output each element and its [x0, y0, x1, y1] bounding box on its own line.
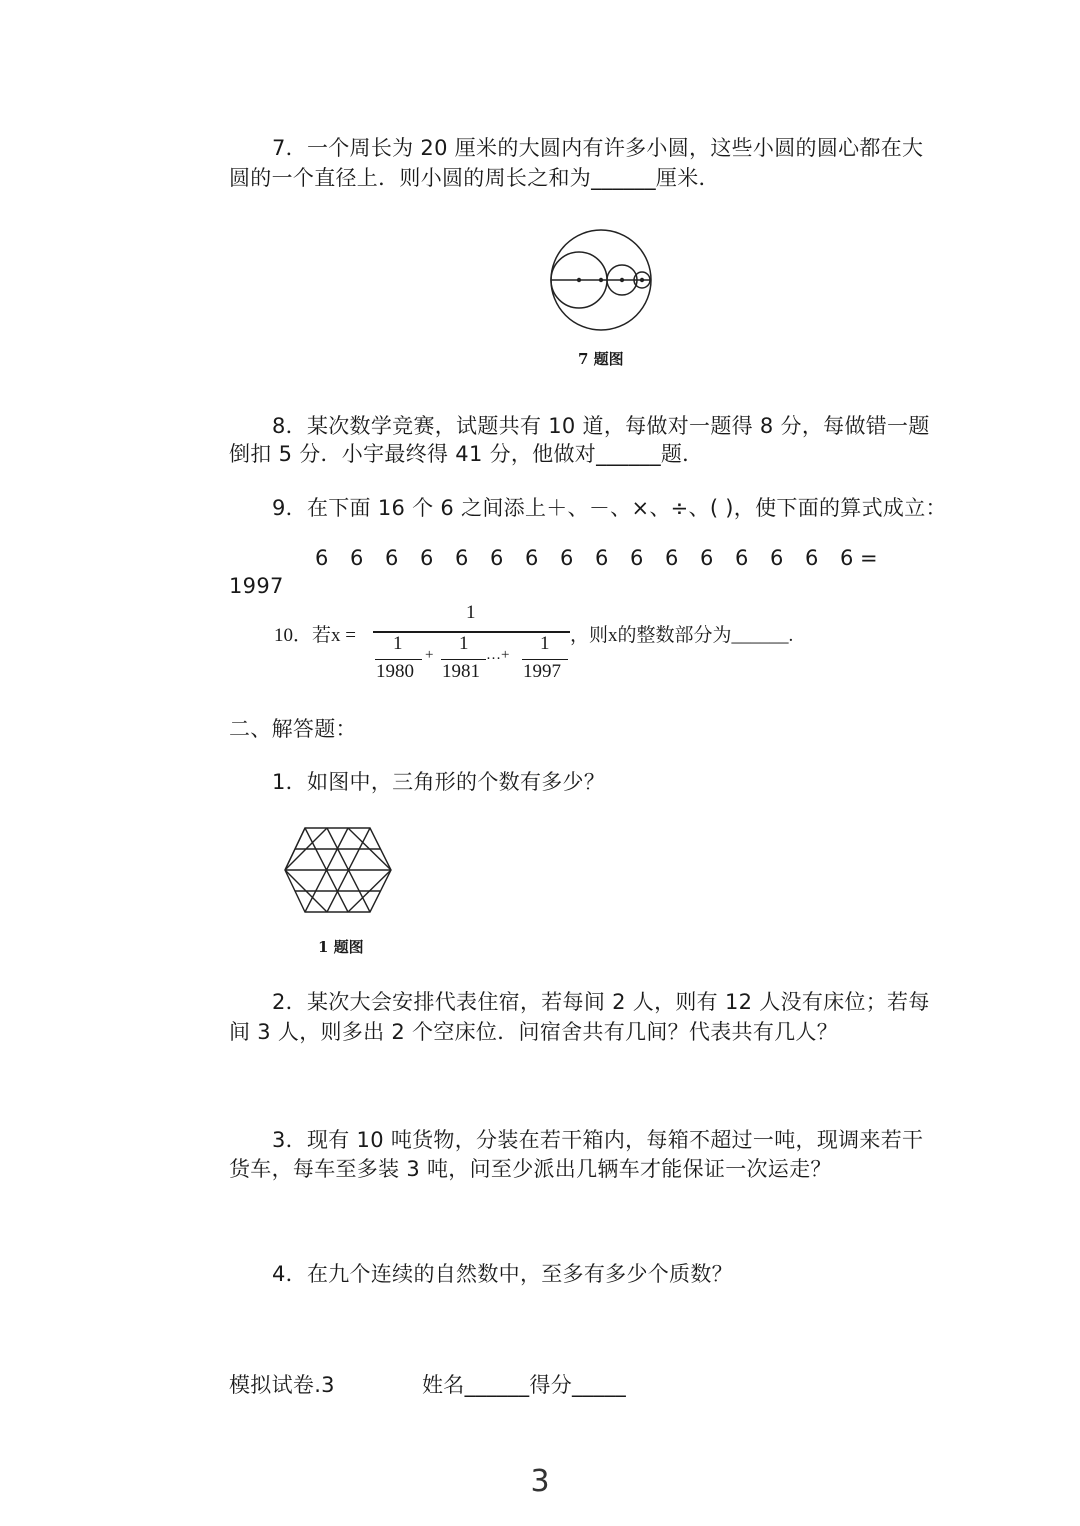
six: 6	[630, 546, 644, 570]
q10-plus: +	[425, 647, 434, 663]
six: 6	[490, 546, 504, 570]
center-dot-2	[599, 278, 603, 282]
six: 6	[560, 546, 574, 570]
six: 6	[595, 546, 609, 570]
section2-heading: 二、解答题：	[229, 717, 357, 741]
six: 6	[420, 546, 434, 570]
q10-frac2-bar	[441, 659, 486, 660]
q10-suffix: ，则x的整数部分为______.	[570, 625, 794, 646]
q8-line2: 倒扣 5 分．小宇最终得 41 分，他做对______题．	[229, 442, 704, 466]
section2-p2-line1: 2．某次大会安排代表住宿，若每间 2 人，则有 12 人没有床位；若每	[272, 990, 930, 1014]
center-dot-1	[577, 278, 581, 282]
q10-frac1-bar	[375, 659, 422, 660]
six: 6	[805, 546, 819, 570]
q10-frac2-den: 1981	[442, 661, 480, 682]
six: 6	[385, 546, 399, 570]
q10-frac2-num: 1	[459, 633, 469, 654]
center-dot-3	[620, 278, 624, 282]
q7-circles-figure	[546, 226, 656, 338]
q10-formula	[0, 598, 1080, 688]
q10-prefix: 10．若x =	[274, 625, 356, 646]
q10-frac3-bar	[522, 659, 568, 660]
q8-line1: 8．某次数学竞赛，试题共有 10 道，每做对一题得 8 分，每做错一题	[272, 414, 930, 438]
q10-frac3-den: 1997	[523, 661, 561, 682]
q9-sixes-row	[0, 546, 1080, 572]
six: 6	[455, 546, 469, 570]
section2-p3-line1: 3．现有 10 吨货物，分装在若干箱内，每箱不超过一吨，现调来若干	[272, 1128, 924, 1152]
six: 6	[770, 546, 784, 570]
q10-numerator: 1	[466, 602, 476, 623]
section2-p1-caption: 1 题图	[318, 938, 364, 956]
section2-p1: 1．如图中，三角形的个数有多少？	[272, 770, 606, 794]
footer-title: 模拟试卷.3	[229, 1373, 335, 1397]
footer-name-score: 姓名______得分_____	[422, 1373, 626, 1397]
q10-frac1-num: 1	[393, 633, 403, 654]
q7-caption: 7 题图	[578, 350, 624, 368]
six: 6	[350, 546, 364, 570]
section2-p2-line2: 间 3 人，则多出 2 个空床位．问宿舍共有几间？代表共有几人？	[229, 1020, 839, 1044]
six: 6	[700, 546, 714, 570]
q7-line1: 7．一个周长为 20 厘米的大圆内有许多小圆，这些小圆的圆心都在大	[272, 136, 924, 160]
q10-frac1-den: 1980	[376, 661, 414, 682]
section2-p4: 4．在九个连续的自然数中，至多有多少个质数？	[272, 1262, 733, 1286]
equals-sign: =	[860, 546, 878, 570]
q10-dots-plus: …+	[486, 647, 510, 663]
six: 6	[665, 546, 679, 570]
q9-result: 1997	[229, 574, 284, 598]
six: 6	[735, 546, 749, 570]
q9-line1: 9．在下面 16 个 6 之间添上＋、－、×、÷、( )，使下面的算式成立：	[272, 496, 947, 520]
q10-frac3-num: 1	[540, 633, 550, 654]
triangle-hexagon-figure	[284, 826, 394, 914]
section2-p3-line2: 货车，每车至多装 3 吨，问至少派出几辆车才能保证一次运走？	[229, 1157, 832, 1181]
six: 6	[315, 546, 329, 570]
six: 6	[525, 546, 539, 570]
page-number: 3	[530, 1464, 550, 1499]
q7-line2: 圆的一个直径上．则小圆的周长之和为______厘米．	[229, 166, 720, 190]
six: 6	[840, 546, 854, 570]
center-dot-4	[640, 278, 644, 282]
